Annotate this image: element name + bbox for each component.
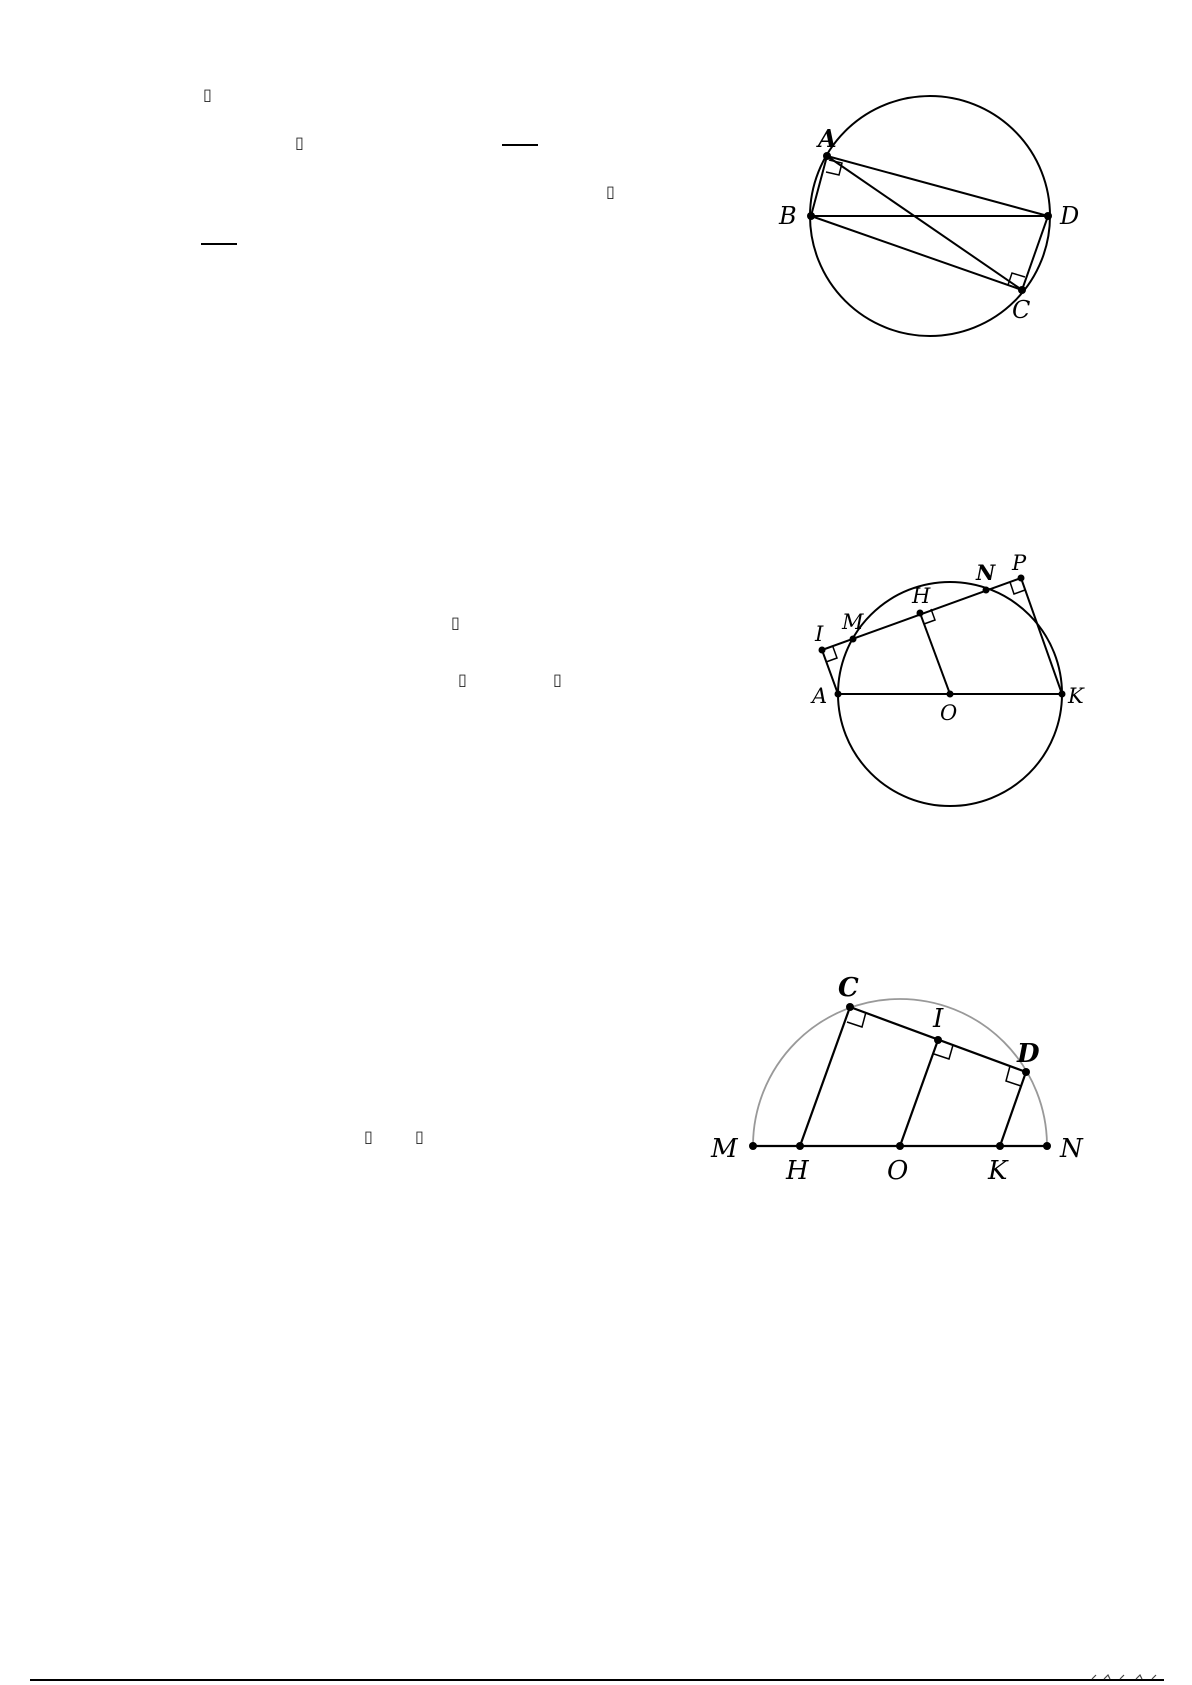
point-o xyxy=(896,1142,904,1150)
label-m: M xyxy=(711,1134,738,1164)
point-i xyxy=(934,1036,942,1044)
footer-mark xyxy=(1090,1673,1160,1681)
label-i: I xyxy=(933,1004,944,1034)
label-n: N xyxy=(976,560,996,585)
point-c xyxy=(846,1003,854,1011)
right-angle-i xyxy=(934,1045,953,1059)
text-glyph: ▯ xyxy=(364,1127,373,1146)
text-glyph: ▯ xyxy=(458,670,467,689)
label-m: M xyxy=(842,610,864,634)
label-d: D xyxy=(1017,1039,1040,1069)
label-h: H xyxy=(912,584,931,608)
text-glyph: ▯ xyxy=(553,670,562,689)
segment-ch xyxy=(800,1007,850,1146)
point-d xyxy=(1022,1068,1030,1076)
label-a: A xyxy=(812,684,828,708)
text-glyph: ▯ xyxy=(415,1127,424,1146)
point-n xyxy=(1043,1142,1051,1150)
point-k xyxy=(996,1142,1004,1150)
label-b: B xyxy=(779,202,797,230)
label-k: K xyxy=(988,1156,1008,1186)
text-glyph: ▯ xyxy=(203,85,212,104)
label-c: C xyxy=(1012,296,1031,324)
point-h xyxy=(796,1142,804,1150)
right-angle-c xyxy=(847,1012,866,1027)
label-o: O xyxy=(887,1156,909,1186)
text-glyph: ▯ xyxy=(451,613,460,632)
footer-rule xyxy=(30,1679,1164,1681)
text-glyph: ▯ xyxy=(295,133,304,152)
label-n: N xyxy=(1060,1134,1083,1164)
label-i: I xyxy=(815,622,824,646)
point-m xyxy=(749,1142,757,1150)
label-h: H xyxy=(786,1156,809,1186)
text-glyph: ▯ xyxy=(606,182,615,201)
label-k: K xyxy=(1068,684,1084,708)
label-p: P xyxy=(1012,551,1027,575)
semicircle-arc xyxy=(753,999,1047,1146)
label-c: C xyxy=(838,973,859,1003)
label-a: A xyxy=(818,124,837,153)
label-d: D xyxy=(1060,202,1080,230)
label-o: O xyxy=(940,701,958,725)
segment-io xyxy=(900,1040,938,1146)
